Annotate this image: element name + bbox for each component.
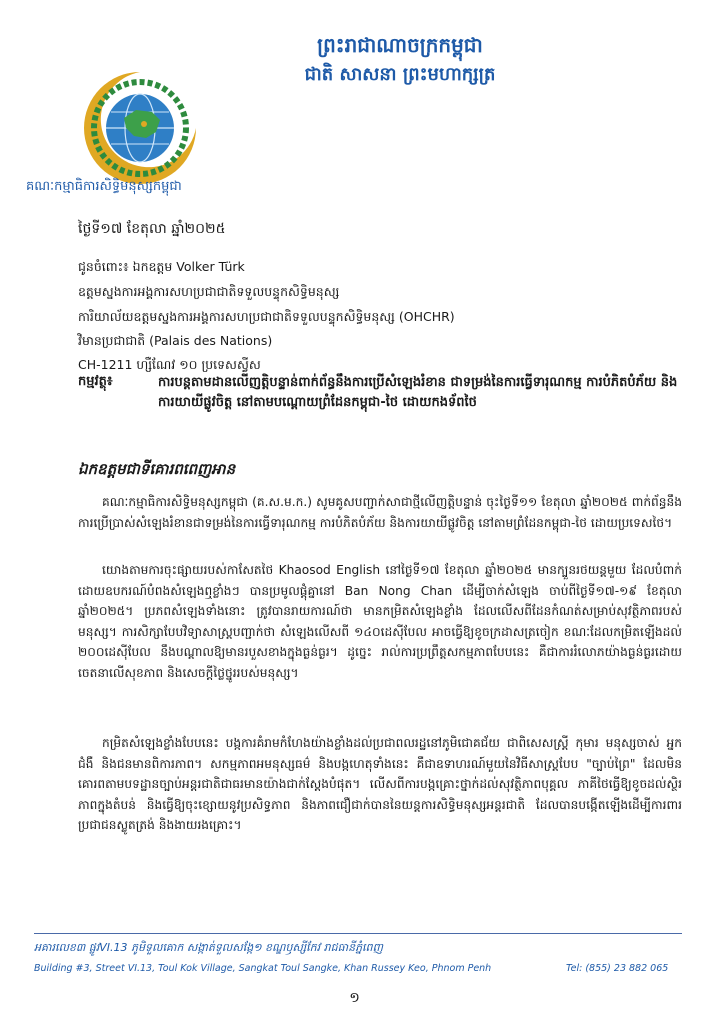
body-paragraph-1: គណៈកម្មាធិការសិទ្ធិមនុស្សកម្ពុជា (គ.ស.ម.ក.) សូមគូសបញ្ជាក់សាជាថ្មីលើញត្តិបន្ទាន់ ចុះថ្ងៃទី១១ ខែតុលា ឆ្នាំ២០២៥ ពាក់ព័ន្ធនឹងការប្រើប្រាស់សំឡេងរំខានជាទម្រង់នៃការធ្វើទារុណកម្ម ការបំភិតបំភ័យ និងការយាយីផ្លូវចិត្ត នៅតាមព្រំដែនកម្ពុជា-ថៃ ដោយប្រទេសថៃ។ — [78, 495, 682, 530]
national-motto-line2: ជាតិ សាសនា ព្រះមហាក្សត្រ — [304, 64, 496, 85]
recipient-line-2: ឧត្តមស្នងការអង្គការសហប្រជាជាតិទទួលបន្ទុកសិទ្ធិមនុស្ស — [78, 284, 340, 299]
footer-address-english: Building #3, Street VI.13, Toul Kok Village, Sangkat Toul Sangke, Khan Russey Keo, Phnom Penh — [34, 963, 492, 974]
subject-text: ការបន្តតាមដានលើញត្តិបន្ទាន់ពាក់ព័ន្ធនឹងការប្រើសំឡេងរំខាន ជាទម្រង់នៃការធ្វើទារុណកម្ម ការបំភិតបំភ័យ និងការយាយីផ្លូវចិត្ត នៅតាមបណ្ដោយព្រំដែនកម្ពុជា-ថៃ ដោយកងទ័ពថៃ — [158, 375, 678, 410]
recipient-line-1: ជូនចំពោះ៖ ឯកឧត្តម Volker Türk — [78, 259, 245, 274]
footer-divider — [34, 933, 682, 934]
recipient-line-4: វិមានប្រជាជាតិ (Palais des Nations) — [78, 333, 273, 348]
page-number: ១ — [349, 990, 360, 1006]
footer-address-khmer: អគារលេខ៣ ផ្លូវVI.13 ភូមិទួលគោក សង្កាត់ទួលសង្កែ១ ខណ្ឌឫស្សីកែវ រាជធានីភ្នំពេញ — [34, 941, 383, 954]
body-paragraph-2: យោងតាមការចុះផ្សាយរបស់កាសែតថៃ Khaosod English នៅថ្ងៃទី១៧ ខែតុលា ឆ្នាំ២០២៥ មានក្បួនរថយន្តមួយ ដែលបំពាក់ដោយឧបករណ៍បំពងសំឡេងឮខ្លាំងៗ បានប្រមូលផ្តុំគ្នានៅ Ban Nong Chan ដើម្បីចាក់សំឡេង ចាប់ពីថ្ងៃទី១៧-១៩ ខែតុលា ឆ្នាំ២០២៥។ ប្រភពសំឡេងទាំងនោះ ត្រូវបានរាយការណ៍ថា មានកម្រិតសំឡេងខ្លាំង ដែលលើសពីដែនកំណត់សម្រាប់សុវត្ថិភាពរបស់មនុស្ស។ ការសិក្សាបែបវិទ្យាសាស្ត្របញ្ជាក់ថា សំឡេងលើសពី ១៤០ដេស៊ីបែល អាចធ្វើឱ្យខូចក្រដាសត្រចៀក ខណៈដែលកម្រិតឡើងដល់ ២០០ដេស៊ីបែល នឹងបណ្តាលឱ្យមានរបួសខាងក្នុងធ្ងន់ធ្ងរ។ ដូច្នេះ រាល់ការប្រព្រឹត្តសកម្មភាពបែបនេះ គឺជាការរំលោភយ៉ាងធ្ងន់ធ្ងរដោយចេតនាលើសុខភាព និងសេចក្តីថ្លៃថ្នូររបស់មនុស្ស។ — [78, 563, 682, 680]
subject-label: កម្មវត្ថុ៖ — [78, 374, 113, 389]
body-paragraph-3: កម្រិតសំឡេងខ្លាំងបែបនេះ បង្កការគំរាមកំហែងយ៉ាងខ្លាំងដល់ប្រជាពលរដ្ឋនៅភូមិជោគជ័យ ជាពិសេសស្ត្រី កុមារ មនុស្សចាស់ អ្នកជំងឺ និងជនមានពិការភាព។ សកម្មភាពអមនុស្សធម៌ និងបង្កហេតុទាំងនេះ គឺជាឧទាហរណ៍មួយនៃវិធីសាស្ត្របែប "ច្បាប់ព្រៃ" ដែលមិនគោរពតាមបទដ្ឋានច្បាប់អន្តរជាតិជាធរមានយ៉ាងជាក់ស្តែងបំផុត។ លើសពីការបង្កគ្រោះថ្នាក់ដល់សុវត្ថិភាពបុគ្គល ភាគីថៃធ្វើឱ្យខូចដល់ស្ថិរភាពក្នុងតំបន់ និងធ្វើឱ្យចុះខ្សោយនូវប្រសិទ្ធភាព និងភាពជឿជាក់បាននៃយន្តការសិទ្ធិមនុស្សអន្តរជាតិ ដែលបានបង្កើតឡើងដើម្បីការពារប្រជាជនស្លូតត្រង់ និងងាយរងគ្រោះ។ — [78, 736, 682, 832]
organization-name: គណៈកម្មាធិការសិទ្ធិមនុស្សកម្ពុជា — [26, 179, 182, 194]
recipient-line-3: ការិយាល័យឧត្តមស្នងការអង្គការសហប្រជាជាតិទទួលបន្ទុកសិទ្ធិមនុស្ស (OHCHR) — [78, 309, 455, 324]
chrc-logo — [78, 66, 202, 190]
salutation: ឯកឧត្តមជាទីគោរពពេញអាន — [78, 460, 236, 478]
national-motto-line1: ព្រះរាជាណាចក្រកម្ពុជា — [317, 33, 483, 57]
recipient-line-5: CH-1211 ហ្សឺណែវ ១០ ប្រទេសស្វីស — [78, 357, 261, 372]
letter-date: ថ្ងៃទី១៧ ខែតុលា ឆ្នាំ២០២៥ — [78, 221, 226, 237]
footer-telephone: Tel: (855) 23 882 065 — [566, 963, 669, 974]
